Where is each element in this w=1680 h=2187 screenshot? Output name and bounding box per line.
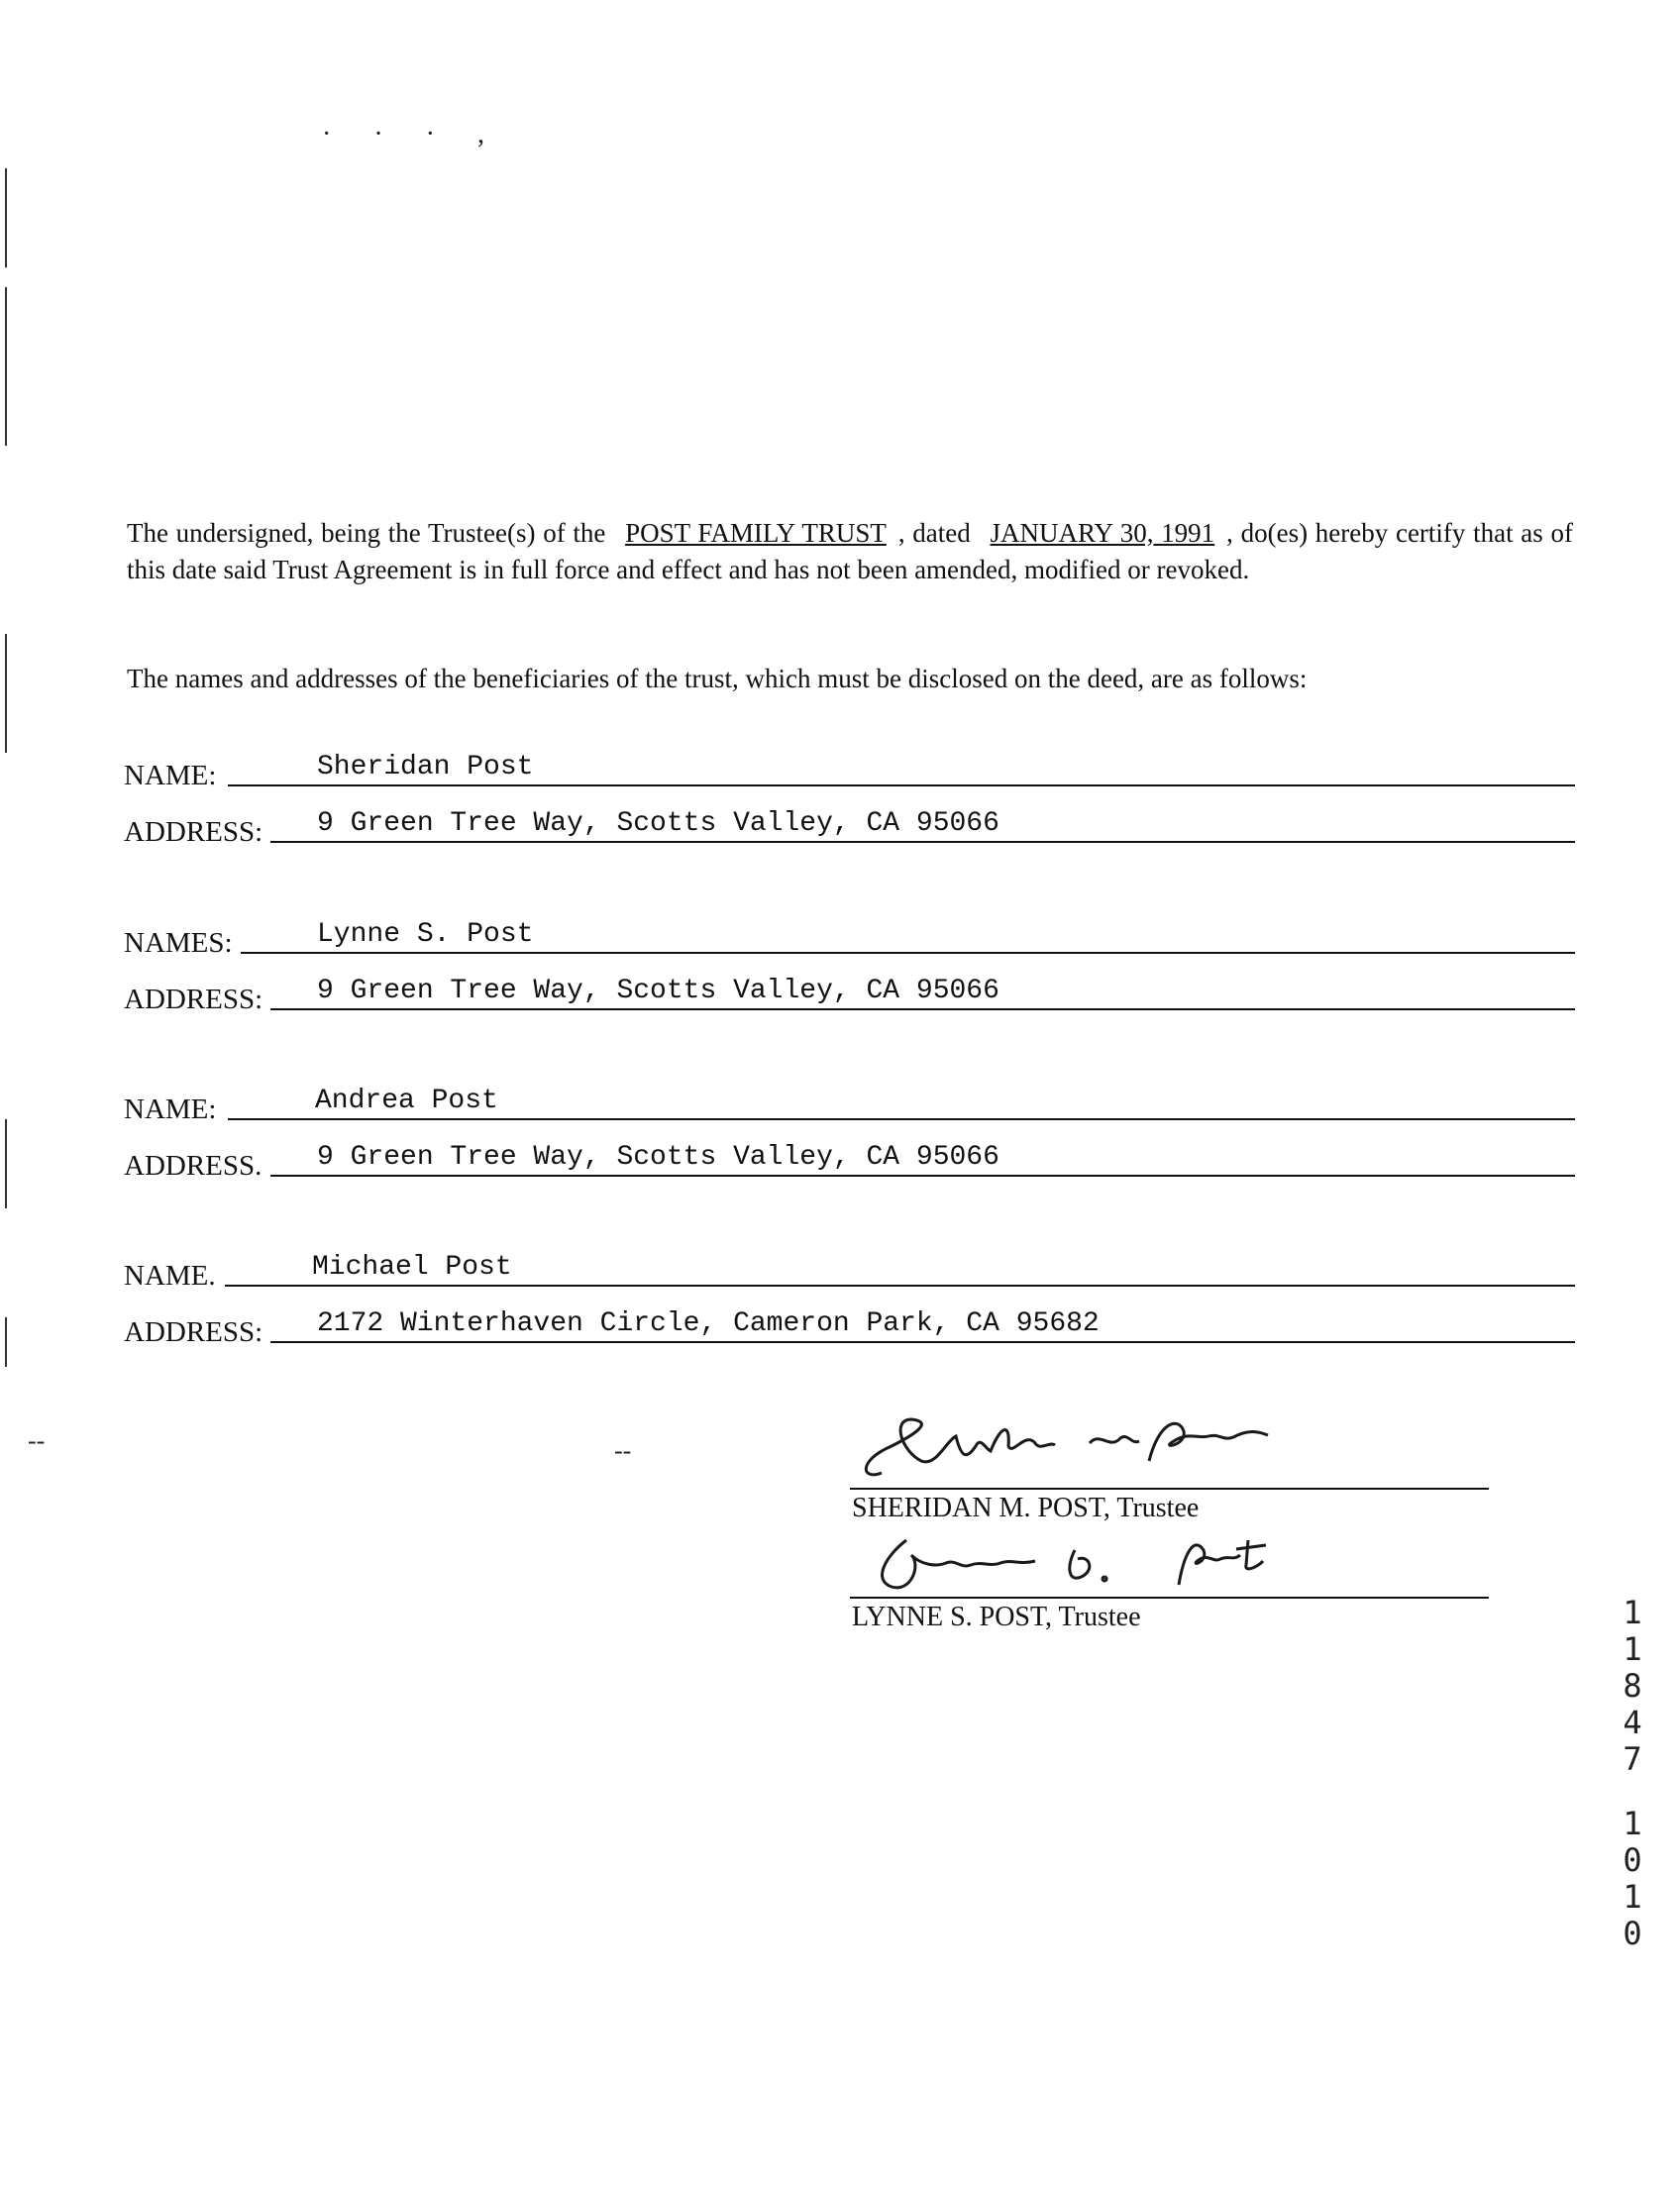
beneficiary-name: Sheridan Post	[317, 752, 534, 782]
stamp-digit: 1	[1623, 1594, 1642, 1631]
beneficiary-name: Michael Post	[312, 1252, 512, 1283]
fill-line	[228, 784, 1575, 786]
fill-line	[270, 1175, 1575, 1177]
stamp-digit: 8	[1623, 1667, 1642, 1705]
beneficiary-name: Andrea Post	[315, 1086, 498, 1116]
margin-tick	[5, 168, 7, 267]
address-label: ADDRESS:	[124, 1316, 263, 1348]
fill-line	[270, 1341, 1575, 1343]
beneficiary-address-row	[124, 1300, 1575, 1348]
beneficiary-address: 2172 Winterhaven Circle, Cameron Park, CA 95682	[317, 1308, 1100, 1339]
fill-line	[270, 1008, 1575, 1010]
name-label: NAME.	[124, 1260, 216, 1292]
intro-text: , dated	[897, 518, 971, 548]
name-label: NAMES:	[124, 927, 233, 959]
margin-tick	[5, 287, 7, 446]
header-marks: · · · ,	[322, 119, 502, 150]
margin-dashes: --	[614, 1436, 632, 1465]
stamp-digit: 0	[1623, 1915, 1642, 1952]
fill-line	[228, 1118, 1575, 1120]
beneficiaries-intro: The names and addresses of the beneficiaries of the trust, which must be disclosed on the deed, are as follows:	[127, 664, 1308, 693]
trustee-caption: LYNNE S. POST, Trustee	[852, 1602, 1141, 1632]
address-label: ADDRESS:	[124, 984, 263, 1015]
signature-line	[850, 1597, 1489, 1599]
trust-date: JANUARY 30, 1991	[990, 518, 1215, 548]
margin-tick	[5, 634, 7, 753]
margin-tick	[5, 1119, 7, 1208]
beneficiary-address: 9 Green Tree Way, Scotts Valley, CA 95066	[317, 1142, 999, 1173]
beneficiary-name-row	[124, 1077, 1575, 1125]
stamp-digit: 1	[1623, 1878, 1642, 1916]
address-label: ADDRESS:	[124, 816, 263, 848]
trust-name: POST FAMILY TRUST	[625, 518, 887, 548]
stamp-digit: 1	[1623, 1805, 1642, 1842]
beneficiary-address-row	[124, 967, 1575, 1015]
stamp-gap	[1613, 1778, 1652, 1806]
recording-stamp-number	[1613, 1595, 1652, 1952]
signature-sheridan	[852, 1402, 1327, 1491]
intro-text: , do(es) hereby certify that as of this date said Trust Agreement is in full force and effect and has not been amended, modified or revoked.	[127, 518, 1573, 584]
signature-lynne	[852, 1525, 1327, 1605]
beneficiary-name-row	[124, 743, 1575, 791]
beneficiary-address-row	[124, 1133, 1575, 1182]
stamp-digit: 1	[1623, 1630, 1642, 1668]
address-label: ADDRESS.	[124, 1150, 262, 1182]
signature-line	[850, 1488, 1489, 1490]
stamp-digit: 7	[1623, 1740, 1642, 1778]
margin-dashes: --	[28, 1426, 46, 1455]
fill-line	[270, 841, 1575, 843]
intro-text: The undersigned, being the Trustee(s) of the	[127, 518, 606, 548]
name-label: NAME:	[124, 760, 217, 791]
stamp-digit: 4	[1623, 1704, 1642, 1741]
fill-line	[225, 1285, 1575, 1287]
beneficiary-address-row	[124, 799, 1575, 848]
certification-paragraph	[127, 515, 1573, 588]
fill-line	[241, 952, 1575, 954]
trustee-caption: SHERIDAN M. POST, Trustee	[852, 1493, 1200, 1523]
name-label: NAME:	[124, 1094, 217, 1125]
beneficiary-name-row	[124, 1243, 1575, 1292]
stamp-digit: 0	[1623, 1841, 1642, 1879]
beneficiary-address: 9 Green Tree Way, Scotts Valley, CA 95066	[317, 976, 999, 1006]
beneficiary-address: 9 Green Tree Way, Scotts Valley, CA 95066	[317, 808, 999, 839]
margin-tick	[5, 1317, 7, 1367]
beneficiary-name-row	[124, 910, 1575, 959]
beneficiary-name: Lynne S. Post	[317, 919, 534, 950]
